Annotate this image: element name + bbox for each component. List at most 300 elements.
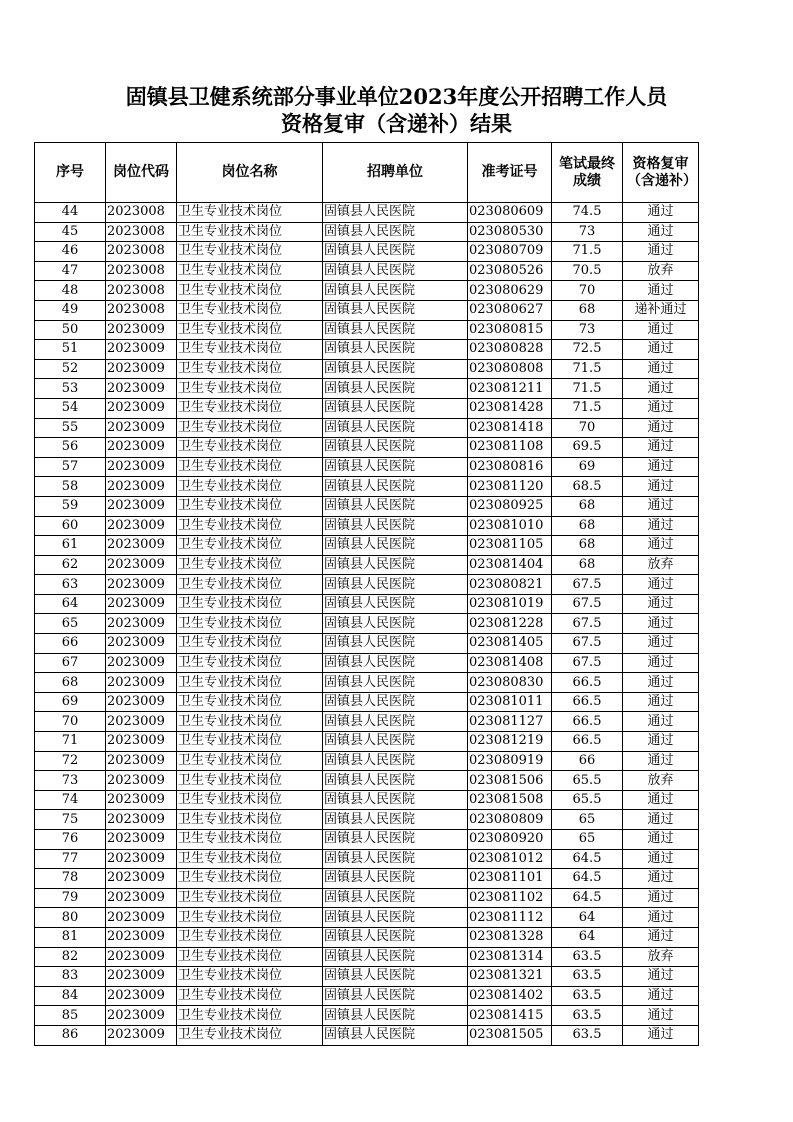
cell-written-score: 71.5 — [552, 242, 623, 262]
table-row — [35, 908, 699, 928]
cell-post-code: 2023009 — [106, 496, 177, 516]
cell-seq: 45 — [35, 222, 106, 242]
table-row — [35, 1025, 699, 1045]
cell-post-name: 卫生专业技术岗位 — [177, 849, 323, 869]
cell-post-name: 卫生专业技术岗位 — [177, 398, 323, 418]
cell-recruiting-unit: 固镇县人民医院 — [323, 222, 468, 242]
cell-post-code: 2023009 — [106, 516, 177, 536]
cell-seq: 70 — [35, 712, 106, 732]
table-row — [35, 888, 699, 908]
table-row — [35, 594, 699, 614]
cell-ticket-number: 023080709 — [468, 242, 552, 262]
cell-review-result: 通过 — [623, 869, 699, 889]
cell-post-name: 卫生专业技术岗位 — [177, 261, 323, 281]
cell-post-code: 2023009 — [106, 379, 177, 399]
cell-review-result: 通过 — [623, 1025, 699, 1045]
table-row — [35, 614, 699, 634]
table-row — [35, 849, 699, 869]
cell-ticket-number: 023080526 — [468, 261, 552, 281]
cell-written-score: 63.5 — [552, 1006, 623, 1026]
cell-review-result: 通过 — [623, 594, 699, 614]
cell-review-result: 通过 — [623, 477, 699, 497]
cell-written-score: 66 — [552, 751, 623, 771]
cell-post-name: 卫生专业技术岗位 — [177, 516, 323, 536]
cell-review-result: 通过 — [623, 692, 699, 712]
table-row — [35, 771, 699, 791]
cell-review-result: 通过 — [623, 438, 699, 458]
cell-seq: 77 — [35, 849, 106, 869]
cell-review-result: 通过 — [623, 496, 699, 516]
cell-post-code: 2023009 — [106, 712, 177, 732]
cell-ticket-number: 023081012 — [468, 849, 552, 869]
cell-ticket-number: 023081506 — [468, 771, 552, 791]
cell-seq: 47 — [35, 261, 106, 281]
cell-written-score: 65 — [552, 810, 623, 830]
cell-review-result: 通过 — [623, 653, 699, 673]
cell-post-name: 卫生专业技术岗位 — [177, 614, 323, 634]
cell-written-score: 70 — [552, 281, 623, 301]
cell-seq: 84 — [35, 986, 106, 1006]
table-row — [35, 692, 699, 712]
cell-post-name: 卫生专业技术岗位 — [177, 340, 323, 360]
cell-recruiting-unit: 固镇县人民医院 — [323, 242, 468, 262]
cell-recruiting-unit: 固镇县人民医院 — [323, 810, 468, 830]
cell-ticket-number: 023080627 — [468, 300, 552, 320]
header-post-name: 岗位名称 — [177, 143, 323, 203]
cell-written-score: 71.5 — [552, 379, 623, 399]
cell-ticket-number: 023081505 — [468, 1025, 552, 1045]
cell-seq: 49 — [35, 300, 106, 320]
table-row — [35, 634, 699, 654]
cell-written-score: 69 — [552, 457, 623, 477]
cell-written-score: 65.5 — [552, 771, 623, 791]
cell-post-code: 2023009 — [106, 888, 177, 908]
cell-post-code: 2023009 — [106, 810, 177, 830]
cell-post-code: 2023008 — [106, 222, 177, 242]
cell-review-result: 通过 — [623, 986, 699, 1006]
cell-ticket-number: 023081408 — [468, 653, 552, 673]
cell-post-name: 卫生专业技术岗位 — [177, 438, 323, 458]
table-row — [35, 516, 699, 536]
cell-written-score: 67.5 — [552, 614, 623, 634]
cell-post-code: 2023009 — [106, 653, 177, 673]
cell-ticket-number: 023081019 — [468, 594, 552, 614]
header-post-code: 岗位代码 — [106, 143, 177, 203]
cell-review-result: 通过 — [623, 908, 699, 928]
cell-ticket-number: 023080830 — [468, 673, 552, 693]
cell-review-result: 通过 — [623, 379, 699, 399]
cell-post-code: 2023009 — [106, 692, 177, 712]
table-row — [35, 732, 699, 752]
cell-written-score: 63.5 — [552, 947, 623, 967]
table-row — [35, 869, 699, 889]
cell-written-score: 68 — [552, 496, 623, 516]
cell-recruiting-unit: 固镇县人民医院 — [323, 516, 468, 536]
cell-written-score: 68.5 — [552, 477, 623, 497]
cell-post-name: 卫生专业技术岗位 — [177, 320, 323, 340]
cell-review-result: 通过 — [623, 927, 699, 947]
cell-review-result: 放弃 — [623, 771, 699, 791]
cell-post-name: 卫生专业技术岗位 — [177, 967, 323, 987]
cell-post-code: 2023009 — [106, 849, 177, 869]
cell-recruiting-unit: 固镇县人民医院 — [323, 359, 468, 379]
cell-recruiting-unit: 固镇县人民医院 — [323, 947, 468, 967]
header-review-result: 资格复审（含递补） — [623, 143, 699, 203]
cell-post-code: 2023009 — [106, 594, 177, 614]
cell-seq: 71 — [35, 732, 106, 752]
cell-written-score: 64 — [552, 927, 623, 947]
cell-post-code: 2023009 — [106, 536, 177, 556]
cell-seq: 74 — [35, 790, 106, 810]
cell-written-score: 64.5 — [552, 888, 623, 908]
cell-post-code: 2023008 — [106, 261, 177, 281]
cell-recruiting-unit: 固镇县人民医院 — [323, 1025, 468, 1045]
cell-post-name: 卫生专业技术岗位 — [177, 281, 323, 301]
cell-ticket-number: 023081105 — [468, 536, 552, 556]
table-row — [35, 673, 699, 693]
cell-seq: 62 — [35, 555, 106, 575]
table-row — [35, 261, 699, 281]
cell-ticket-number: 023081101 — [468, 869, 552, 889]
cell-post-code: 2023008 — [106, 203, 177, 223]
cell-written-score: 72.5 — [552, 340, 623, 360]
cell-review-result: 通过 — [623, 281, 699, 301]
cell-seq: 76 — [35, 830, 106, 850]
cell-written-score: 74.5 — [552, 203, 623, 223]
cell-review-result: 通过 — [623, 849, 699, 869]
cell-review-result: 通过 — [623, 967, 699, 987]
table-row — [35, 496, 699, 516]
cell-post-code: 2023009 — [106, 927, 177, 947]
cell-post-name: 卫生专业技术岗位 — [177, 418, 323, 438]
cell-post-name: 卫生专业技术岗位 — [177, 555, 323, 575]
cell-review-result: 通过 — [623, 673, 699, 693]
cell-written-score: 71.5 — [552, 398, 623, 418]
cell-recruiting-unit: 固镇县人民医院 — [323, 418, 468, 438]
cell-ticket-number: 023081228 — [468, 614, 552, 634]
cell-recruiting-unit: 固镇县人民医院 — [323, 732, 468, 752]
cell-post-name: 卫生专业技术岗位 — [177, 575, 323, 595]
cell-written-score: 67.5 — [552, 594, 623, 614]
cell-recruiting-unit: 固镇县人民医院 — [323, 712, 468, 732]
table-row — [35, 927, 699, 947]
cell-review-result: 放弃 — [623, 261, 699, 281]
cell-seq: 69 — [35, 692, 106, 712]
cell-review-result: 通过 — [623, 712, 699, 732]
cell-recruiting-unit: 固镇县人民医院 — [323, 457, 468, 477]
cell-written-score: 66.5 — [552, 692, 623, 712]
cell-review-result: 通过 — [623, 536, 699, 556]
cell-written-score: 63.5 — [552, 986, 623, 1006]
cell-seq: 83 — [35, 967, 106, 987]
cell-ticket-number: 023081321 — [468, 967, 552, 987]
cell-written-score: 70.5 — [552, 261, 623, 281]
cell-ticket-number: 023081314 — [468, 947, 552, 967]
cell-recruiting-unit: 固镇县人民医院 — [323, 634, 468, 654]
cell-review-result: 通过 — [623, 418, 699, 438]
cell-written-score: 66.5 — [552, 673, 623, 693]
cell-post-name: 卫生专业技术岗位 — [177, 908, 323, 928]
cell-review-result: 通过 — [623, 516, 699, 536]
cell-review-result: 通过 — [623, 751, 699, 771]
cell-post-code: 2023009 — [106, 830, 177, 850]
cell-seq: 68 — [35, 673, 106, 693]
cell-post-code: 2023008 — [106, 300, 177, 320]
table-row — [35, 203, 699, 223]
cell-recruiting-unit: 固镇县人民医院 — [323, 986, 468, 1006]
cell-seq: 73 — [35, 771, 106, 791]
cell-review-result: 放弃 — [623, 947, 699, 967]
cell-recruiting-unit: 固镇县人民医院 — [323, 594, 468, 614]
cell-post-code: 2023009 — [106, 418, 177, 438]
header-recruiting-unit: 招聘单位 — [323, 143, 468, 203]
cell-recruiting-unit: 固镇县人民医院 — [323, 751, 468, 771]
cell-ticket-number: 023081120 — [468, 477, 552, 497]
cell-recruiting-unit: 固镇县人民医院 — [323, 908, 468, 928]
cell-post-code: 2023009 — [106, 320, 177, 340]
cell-seq: 57 — [35, 457, 106, 477]
cell-post-code: 2023009 — [106, 751, 177, 771]
cell-review-result: 通过 — [623, 575, 699, 595]
cell-post-name: 卫生专业技术岗位 — [177, 359, 323, 379]
table-row — [35, 281, 699, 301]
cell-ticket-number: 023080821 — [468, 575, 552, 595]
header-row — [35, 143, 699, 203]
cell-written-score: 63.5 — [552, 967, 623, 987]
cell-post-code: 2023009 — [106, 1006, 177, 1026]
cell-post-name: 卫生专业技术岗位 — [177, 653, 323, 673]
cell-post-name: 卫生专业技术岗位 — [177, 732, 323, 752]
cell-ticket-number: 023081428 — [468, 398, 552, 418]
table-row — [35, 536, 699, 556]
cell-ticket-number: 023080629 — [468, 281, 552, 301]
cell-written-score: 64.5 — [552, 849, 623, 869]
cell-written-score: 64 — [552, 908, 623, 928]
cell-seq: 86 — [35, 1025, 106, 1045]
cell-ticket-number: 023081112 — [468, 908, 552, 928]
cell-ticket-number: 023081404 — [468, 555, 552, 575]
cell-post-code: 2023009 — [106, 673, 177, 693]
cell-post-code: 2023009 — [106, 967, 177, 987]
cell-ticket-number: 023081415 — [468, 1006, 552, 1026]
cell-post-code: 2023009 — [106, 634, 177, 654]
table-header — [35, 143, 699, 203]
table-row — [35, 810, 699, 830]
cell-review-result: 通过 — [623, 242, 699, 262]
cell-written-score: 66.5 — [552, 732, 623, 752]
cell-review-result: 通过 — [623, 614, 699, 634]
cell-post-code: 2023009 — [106, 732, 177, 752]
cell-post-name: 卫生专业技术岗位 — [177, 712, 323, 732]
cell-post-code: 2023009 — [106, 438, 177, 458]
cell-post-code: 2023009 — [106, 359, 177, 379]
cell-recruiting-unit: 固镇县人民医院 — [323, 653, 468, 673]
cell-seq: 48 — [35, 281, 106, 301]
cell-seq: 75 — [35, 810, 106, 830]
cell-post-code: 2023009 — [106, 908, 177, 928]
cell-ticket-number: 023081211 — [468, 379, 552, 399]
cell-post-name: 卫生专业技术岗位 — [177, 300, 323, 320]
cell-post-name: 卫生专业技术岗位 — [177, 536, 323, 556]
cell-written-score: 73 — [552, 222, 623, 242]
cell-seq: 50 — [35, 320, 106, 340]
cell-post-code: 2023009 — [106, 1025, 177, 1045]
header-seq: 序号 — [35, 143, 106, 203]
table-row — [35, 1006, 699, 1026]
cell-recruiting-unit: 固镇县人民医院 — [323, 379, 468, 399]
cell-seq: 79 — [35, 888, 106, 908]
cell-post-name: 卫生专业技术岗位 — [177, 927, 323, 947]
table-row — [35, 790, 699, 810]
cell-recruiting-unit: 固镇县人民医院 — [323, 555, 468, 575]
cell-seq: 46 — [35, 242, 106, 262]
cell-ticket-number: 023080609 — [468, 203, 552, 223]
cell-ticket-number: 023080808 — [468, 359, 552, 379]
cell-recruiting-unit: 固镇县人民医院 — [323, 261, 468, 281]
document-title-line2: 资格复审（含递补）结果 — [281, 111, 512, 136]
table-row — [35, 712, 699, 732]
cell-ticket-number: 023081010 — [468, 516, 552, 536]
cell-ticket-number: 023081418 — [468, 418, 552, 438]
cell-post-code: 2023009 — [106, 790, 177, 810]
cell-written-score: 70 — [552, 418, 623, 438]
cell-written-score: 68 — [552, 516, 623, 536]
cell-post-name: 卫生专业技术岗位 — [177, 830, 323, 850]
cell-post-name: 卫生专业技术岗位 — [177, 242, 323, 262]
cell-post-code: 2023009 — [106, 555, 177, 575]
cell-review-result: 通过 — [623, 888, 699, 908]
cell-ticket-number: 023081102 — [468, 888, 552, 908]
cell-ticket-number: 023080530 — [468, 222, 552, 242]
cell-recruiting-unit: 固镇县人民医院 — [323, 830, 468, 850]
cell-review-result: 通过 — [623, 634, 699, 654]
table-row — [35, 438, 699, 458]
cell-ticket-number: 023081219 — [468, 732, 552, 752]
cell-recruiting-unit: 固镇县人民医院 — [323, 692, 468, 712]
cell-post-name: 卫生专业技术岗位 — [177, 222, 323, 242]
cell-written-score: 66.5 — [552, 712, 623, 732]
cell-seq: 63 — [35, 575, 106, 595]
table-row — [35, 555, 699, 575]
cell-post-code: 2023009 — [106, 457, 177, 477]
table-row — [35, 379, 699, 399]
cell-seq: 59 — [35, 496, 106, 516]
cell-review-result: 通过 — [623, 359, 699, 379]
cell-recruiting-unit: 固镇县人民医院 — [323, 888, 468, 908]
cell-seq: 81 — [35, 927, 106, 947]
cell-written-score: 71.5 — [552, 359, 623, 379]
table-row — [35, 359, 699, 379]
cell-recruiting-unit: 固镇县人民医院 — [323, 1006, 468, 1026]
cell-post-name: 卫生专业技术岗位 — [177, 203, 323, 223]
cell-review-result: 通过 — [623, 457, 699, 477]
cell-recruiting-unit: 固镇县人民医院 — [323, 398, 468, 418]
cell-seq: 52 — [35, 359, 106, 379]
cell-recruiting-unit: 固镇县人民医院 — [323, 281, 468, 301]
cell-recruiting-unit: 固镇县人民医院 — [323, 771, 468, 791]
cell-recruiting-unit: 固镇县人民医院 — [323, 673, 468, 693]
cell-ticket-number: 023080925 — [468, 496, 552, 516]
cell-post-code: 2023009 — [106, 614, 177, 634]
header-written-score: 笔试最终成绩 — [552, 143, 623, 203]
cell-written-score: 69.5 — [552, 438, 623, 458]
table-row — [35, 320, 699, 340]
table-row — [35, 300, 699, 320]
cell-post-code: 2023009 — [106, 398, 177, 418]
cell-post-name: 卫生专业技术岗位 — [177, 1025, 323, 1045]
cell-seq: 72 — [35, 751, 106, 771]
cell-ticket-number: 023080809 — [468, 810, 552, 830]
cell-seq: 60 — [35, 516, 106, 536]
cell-post-name: 卫生专业技术岗位 — [177, 790, 323, 810]
cell-recruiting-unit: 固镇县人民医院 — [323, 300, 468, 320]
cell-post-code: 2023009 — [106, 869, 177, 889]
cell-recruiting-unit: 固镇县人民医院 — [323, 477, 468, 497]
cell-review-result: 通过 — [623, 203, 699, 223]
cell-ticket-number: 023081508 — [468, 790, 552, 810]
cell-ticket-number: 023081405 — [468, 634, 552, 654]
cell-post-name: 卫生专业技术岗位 — [177, 379, 323, 399]
table-row — [35, 340, 699, 360]
cell-written-score: 68 — [552, 300, 623, 320]
cell-recruiting-unit: 固镇县人民医院 — [323, 203, 468, 223]
cell-post-name: 卫生专业技术岗位 — [177, 673, 323, 693]
cell-written-score: 65 — [552, 830, 623, 850]
header-ticket-number: 准考证号 — [468, 143, 552, 203]
cell-written-score: 73 — [552, 320, 623, 340]
cell-post-name: 卫生专业技术岗位 — [177, 457, 323, 477]
cell-post-code: 2023009 — [106, 986, 177, 1006]
cell-seq: 61 — [35, 536, 106, 556]
cell-written-score: 67.5 — [552, 575, 623, 595]
cell-ticket-number: 023080919 — [468, 751, 552, 771]
cell-ticket-number: 023080815 — [468, 320, 552, 340]
cell-review-result: 通过 — [623, 810, 699, 830]
cell-ticket-number: 023080920 — [468, 830, 552, 850]
cell-post-code: 2023009 — [106, 477, 177, 497]
cell-recruiting-unit: 固镇县人民医院 — [323, 575, 468, 595]
cell-post-name: 卫生专业技术岗位 — [177, 1006, 323, 1026]
table-row — [35, 947, 699, 967]
cell-post-name: 卫生专业技术岗位 — [177, 496, 323, 516]
cell-review-result: 通过 — [623, 732, 699, 752]
cell-post-name: 卫生专业技术岗位 — [177, 751, 323, 771]
cell-post-name: 卫生专业技术岗位 — [177, 986, 323, 1006]
cell-seq: 66 — [35, 634, 106, 654]
cell-post-name: 卫生专业技术岗位 — [177, 692, 323, 712]
cell-recruiting-unit: 固镇县人民医院 — [323, 438, 468, 458]
table-row — [35, 242, 699, 262]
table-row — [35, 457, 699, 477]
cell-ticket-number: 023081108 — [468, 438, 552, 458]
cell-recruiting-unit: 固镇县人民医院 — [323, 967, 468, 987]
cell-seq: 65 — [35, 614, 106, 634]
cell-post-name: 卫生专业技术岗位 — [177, 888, 323, 908]
table-row — [35, 986, 699, 1006]
cell-post-code: 2023009 — [106, 340, 177, 360]
cell-seq: 53 — [35, 379, 106, 399]
cell-ticket-number: 023081011 — [468, 692, 552, 712]
cell-recruiting-unit: 固镇县人民医院 — [323, 340, 468, 360]
table-row — [35, 398, 699, 418]
table-row — [35, 653, 699, 673]
cell-seq: 55 — [35, 418, 106, 438]
cell-post-code: 2023009 — [106, 771, 177, 791]
cell-ticket-number: 023081127 — [468, 712, 552, 732]
table-body — [35, 203, 699, 1046]
cell-post-code: 2023009 — [106, 947, 177, 967]
cell-recruiting-unit: 固镇县人民医院 — [323, 790, 468, 810]
